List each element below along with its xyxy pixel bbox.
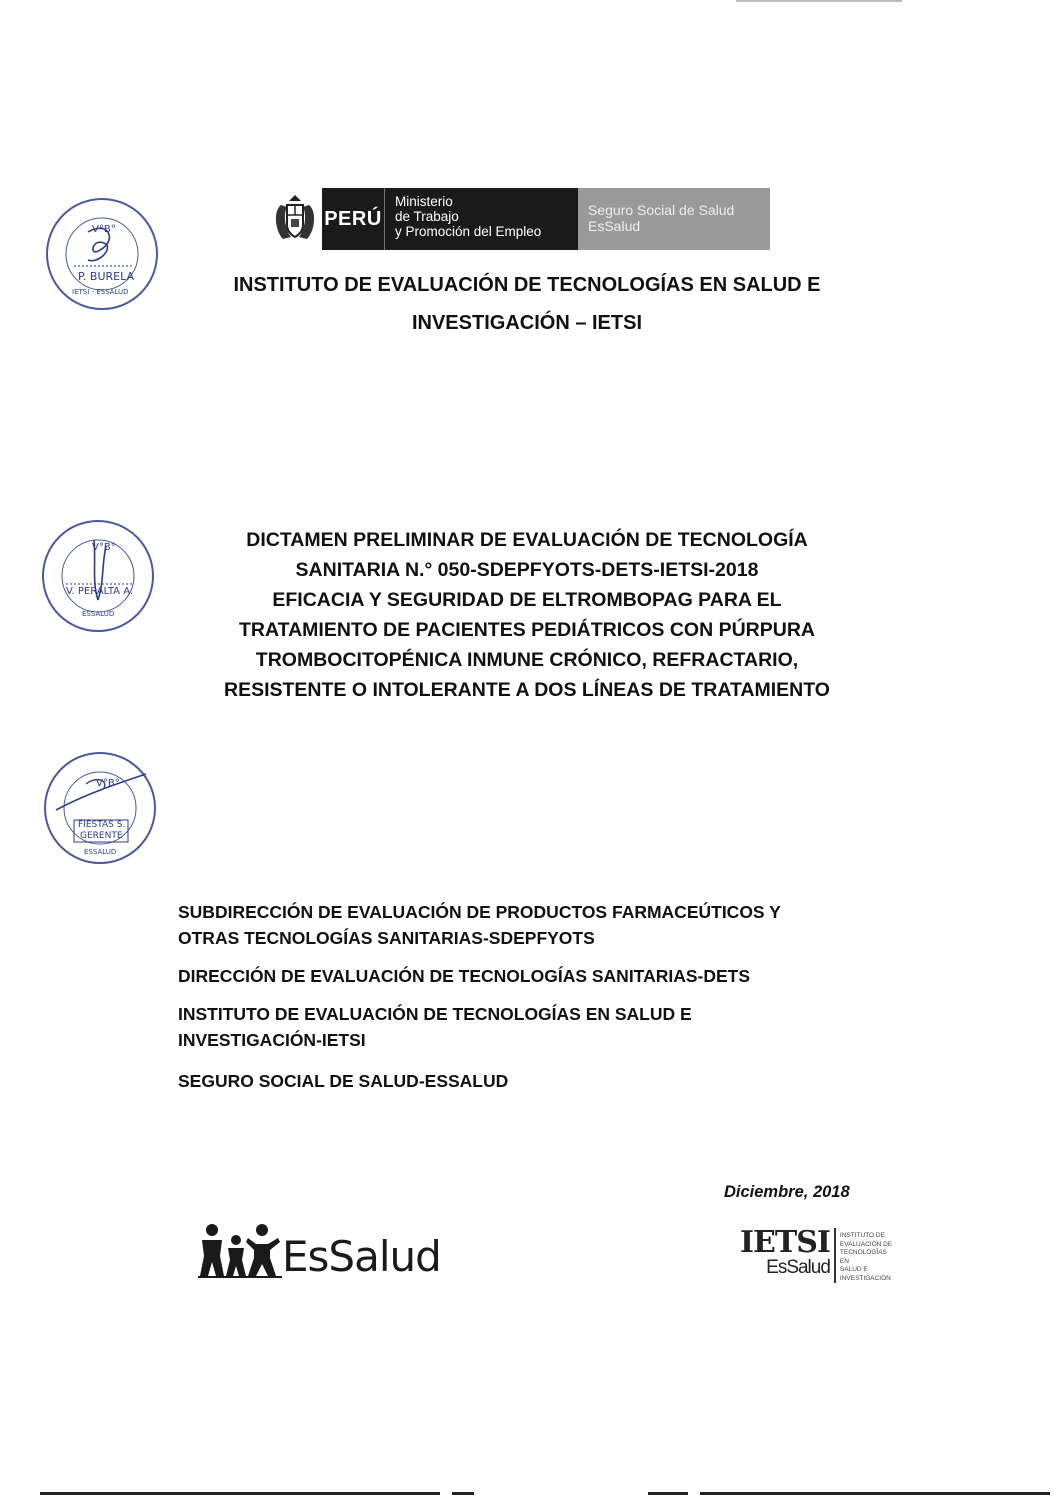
ietsi-acronym: IETSI <box>740 1225 830 1260</box>
scan-edge-bottom-3 <box>648 1492 688 1495</box>
stamp-3-vobo: V°B° <box>96 778 120 789</box>
ietsi-desc-line-1: INSTITUTO DE <box>839 1232 885 1239</box>
direccion-dets: DIRECCIÓN DE EVALUACIÓN DE TECNOLOGÍAS SANITARIAS-DETS <box>178 966 751 986</box>
ministry-label-box <box>384 188 578 250</box>
dictamen-line-4: TRATAMIENTO DE PACIENTES PEDIÁTRICOS CON PÚRPURA <box>238 619 815 641</box>
dictamen-line-1: DICTAMEN PRELIMINAR DE EVALUACIÓN DE TECNOLOGÍA <box>246 529 808 551</box>
stamp-1-vobo: V°B° <box>92 224 116 235</box>
peru-label-box <box>322 188 384 250</box>
family-figures-icon <box>198 1222 282 1278</box>
seguro-line-2: EsSalud <box>588 218 641 234</box>
stamp-3-name: FIESTAS S. <box>78 820 126 830</box>
peru-coat-of-arms-icon <box>268 188 322 250</box>
scan-edge-bottom-1 <box>40 1492 440 1495</box>
ietsi-logo <box>740 1225 896 1283</box>
stamp-2-name: V. PERALTA A. <box>66 586 134 597</box>
scan-edge-bottom-4 <box>700 1492 1050 1495</box>
dictamen-line-6: RESISTENTE O INTOLERANTE A DOS LÍNEAS DE TRATAMIENTO <box>224 679 830 701</box>
dictamen-line-3: EFICACIA Y SEGURIDAD DE ELTROMBOPAG PARA EL <box>272 589 782 611</box>
stamp-1-name: P. BURELA <box>78 270 135 283</box>
dictamen-title <box>150 525 904 705</box>
institute-title-line-1: INSTITUTO DE EVALUACIÓN DE TECNOLOGÍAS EN SALUD E <box>233 274 821 296</box>
dictamen-line-5: TROMBOCITOPÉNICA INMUNE CRÓNICO, REFRACTARIO, <box>255 649 799 671</box>
dictamen-line-2: SANITARIA N.° 050-SDEPFYOTS-DETS-IETSI-2018 <box>295 559 759 581</box>
ietsi-desc-line-3: TECNOLOGÍAS EN <box>839 1249 887 1265</box>
ietsi-desc-line-5: INVESTIGACIÓN <box>839 1274 891 1282</box>
essalud-wordmark: EsSalud <box>282 1232 441 1281</box>
stamp-3-footer: ESSALUD <box>84 848 117 856</box>
stamp-2-footer: ESSALUD <box>82 610 115 618</box>
seguro-social-essalud: SEGURO SOCIAL DE SALUD-ESSALUD <box>178 1071 509 1091</box>
ietsi-org: EsSalud <box>766 1257 830 1278</box>
stamp-2-vobo: V°B° <box>92 542 116 553</box>
institute-title-line-2: INVESTIGACIÓN – IETSI <box>411 312 643 334</box>
stamp-1-footer: IETSI - ESSALUD <box>72 288 129 296</box>
ietsi-desc-line-4: SALUD E <box>839 1266 868 1273</box>
approval-stamp-2 <box>42 520 154 632</box>
scan-edge-top <box>736 0 902 2</box>
institute-title <box>120 270 934 338</box>
seguro-label-box <box>578 188 770 250</box>
stamp-3-role: GERENTE <box>80 831 123 841</box>
instituto-ietsi-line-2: INVESTIGACIÓN-IETSI <box>178 1030 366 1050</box>
ministry-line-1: Ministerio <box>395 194 453 209</box>
approval-stamp-3 <box>44 752 156 864</box>
stamp-3-drawing <box>46 754 154 862</box>
ietsi-description <box>836 1228 896 1283</box>
government-header-logo <box>268 188 770 250</box>
instituto-ietsi-line-1: INSTITUTO DE EVALUACIÓN DE TECNOLOGÍAS EN SALUD E <box>178 1004 692 1024</box>
subdireccion-line-2: OTRAS TECNOLOGÍAS SANITARIAS-SDEPFYOTS <box>178 928 595 948</box>
scan-edge-bottom-2 <box>452 1492 474 1495</box>
subdireccion-line-1: SUBDIRECCIÓN DE EVALUACIÓN DE PRODUCTOS FARMACEÚTICOS Y <box>178 902 781 922</box>
seguro-line-1: Seguro Social de Salud <box>588 202 735 218</box>
essalud-logo <box>198 1222 441 1281</box>
ministry-line-2: de Trabajo <box>395 209 459 224</box>
ministry-line-3: y Promoción del Empleo <box>395 224 542 239</box>
ietsi-desc-line-2: EVALUACIÓN DE <box>839 1240 893 1248</box>
document-date: Diciembre, 2018 <box>724 1183 850 1201</box>
country-label: PERÚ <box>324 207 382 230</box>
ietsi-logo-left <box>740 1225 836 1283</box>
